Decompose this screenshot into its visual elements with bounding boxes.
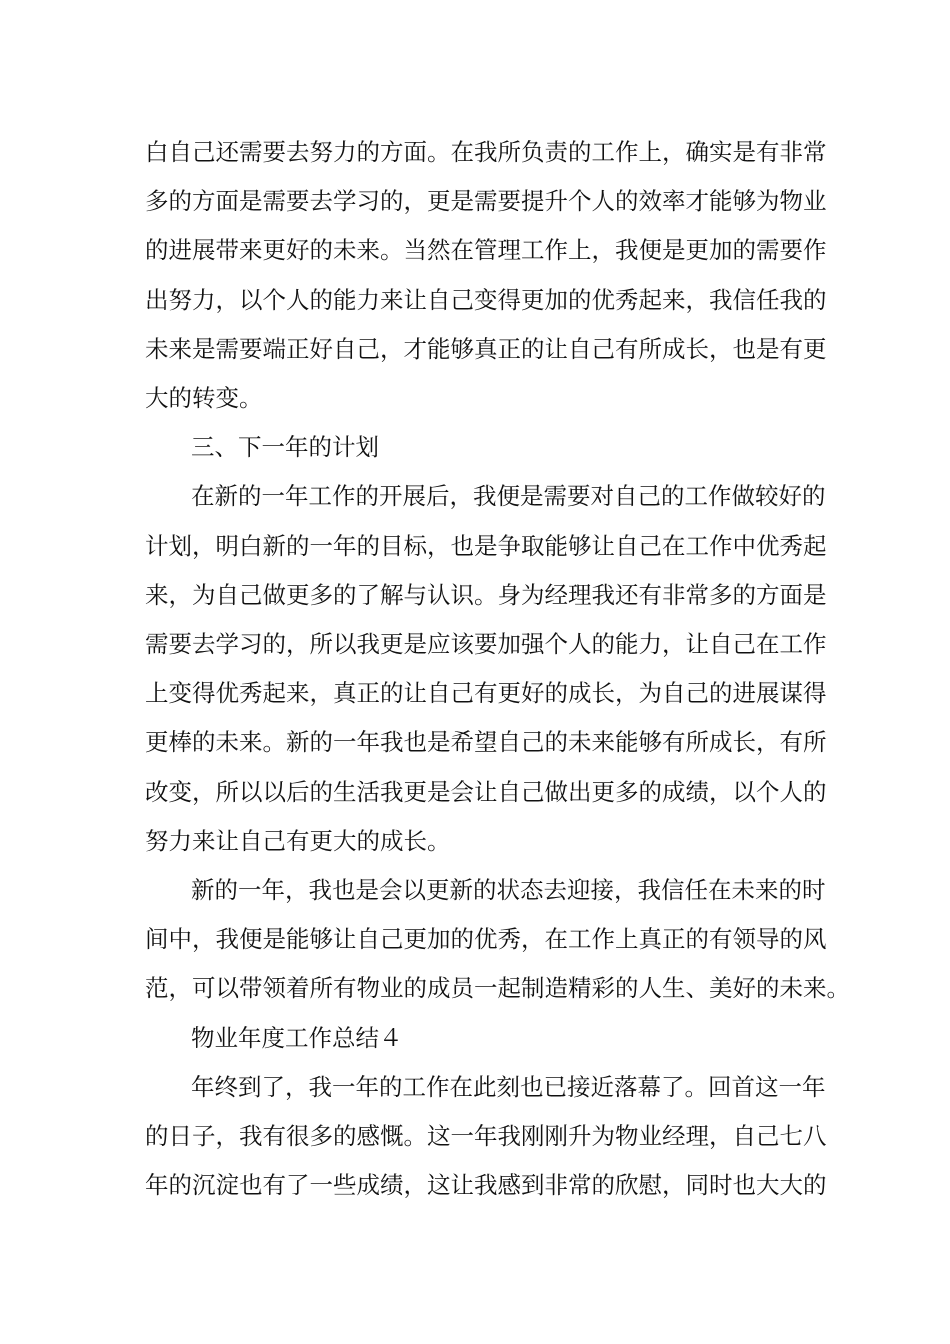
paragraph-new-year — [145, 866, 850, 1014]
document-page — [145, 128, 850, 1210]
paragraph-year-end — [145, 1063, 827, 1211]
text-line: 需要去学习的，所以我更是应该要加强个人的能力，让自己在工作 — [145, 630, 827, 659]
text-line: 未来是需要端正好自己，才能够真正的让自己有所成长，也是有更 — [145, 334, 827, 363]
text-line: 上变得优秀起来，真正的让自己有更好的成长，为自己的进展谋得 — [145, 679, 827, 708]
text-line: 计划，明白新的一年的目标，也是争取能够让自己在工作中优秀起 — [145, 531, 827, 560]
paragraph-intro-continuation — [145, 128, 827, 423]
text-line: 年终到了，我一年的工作在此刻也已接近落幕了。回首这一年 — [191, 1072, 826, 1101]
text-line: 大的转变。 — [145, 384, 263, 413]
text-line: 间中，我便是能够让自己更加的优秀，在工作上真正的有领导的风 — [145, 925, 827, 954]
text-line: 改变，所以以后的生活我更是会让自己做出更多的成绩，以个人的 — [145, 777, 827, 806]
section-heading: 物业年度工作总结４ — [191, 1023, 403, 1052]
text-line: 新的一年，我也是会以更新的状态去迎接，我信任在未来的时 — [191, 876, 826, 905]
text-line: 白自己还需要去努力的方面。在我所负责的工作上，确实是有非常 — [145, 138, 827, 166]
text-line: 出努力，以个人的能力来让自己变得更加的优秀起来，我信任我的 — [145, 285, 827, 314]
text-line: 更棒的未来。新的一年我也是希望自己的未来能够有所成长，有所 — [145, 728, 827, 757]
section-heading: 三、下一年的计划 — [191, 433, 379, 462]
text-line: 来，为自己做更多的了解与认识。身为经理我还有非常多的方面是 — [145, 580, 827, 609]
text-line: 多的方面是需要去学习的，更是需要提升个人的效率才能够为物业 — [145, 187, 827, 216]
text-line: 的进展带来更好的未来。当然在管理工作上，我便是更加的需要作 — [145, 236, 827, 265]
paragraph-plan — [145, 472, 827, 866]
text-line: 的日子，我有很多的感慨。这一年我刚刚升为物业经理，自己七八 — [145, 1122, 827, 1151]
text-line: 努力来让自己有更大的成长。 — [145, 826, 451, 855]
text-line: 范，可以带领着所有物业的成员一起制造精彩的人生、美好的未来。 — [145, 974, 850, 1003]
section-heading-next-year-plan — [145, 423, 810, 472]
text-line: 年的沉淀也有了一些成绩，这让我感到非常的欣慰，同时也大大的 — [145, 1171, 827, 1200]
text-line: 在新的一年工作的开展后，我便是需要对自己的工作做较好的 — [191, 482, 826, 511]
section-heading-summary-4 — [145, 1014, 810, 1063]
